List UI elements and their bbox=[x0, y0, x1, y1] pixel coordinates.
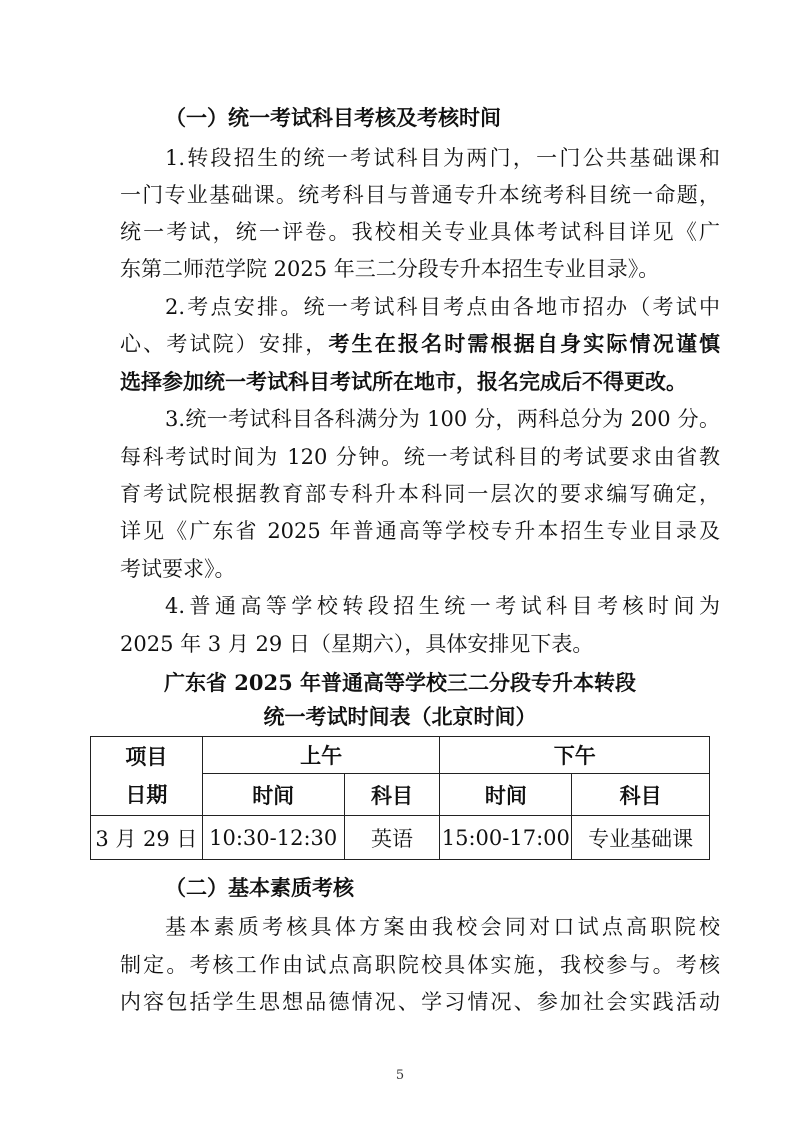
normal-text: 心、考试院）安排， bbox=[120, 332, 329, 356]
item-header: 项目 bbox=[125, 744, 168, 769]
section2-heading: （二）基本素质考核 bbox=[165, 875, 354, 900]
morning-header: 上午 bbox=[202, 737, 440, 774]
paragraph-line: 东第二师范学院 2025 年三二分段专升本招生专业目录》。 bbox=[120, 257, 660, 281]
paragraph-line: 考试要求》。 bbox=[120, 557, 236, 581]
paragraph-line: 基本素质考核具体方案由我校会同对口试点高职院校 bbox=[165, 915, 720, 939]
table-header-row bbox=[91, 737, 710, 774]
page-number: 5 bbox=[395, 1068, 405, 1083]
pm-time-cell: 15:00-17:00 bbox=[440, 816, 572, 860]
table-title-line1: 广东省 2025 年普通高等学校三二分段专升本转段 bbox=[163, 670, 637, 695]
paragraph-line: 3.统一考试科目各科满分为 100 分，两科总分为 200 分。 bbox=[165, 407, 720, 431]
paragraph-line: 育考试院根据教育部专科升本科同一层次的要求编写确定， bbox=[120, 482, 720, 506]
emphasis-text: 考生在报名时需根据自身实际情况谨慎 bbox=[328, 331, 721, 356]
item-date-header-cell bbox=[91, 737, 203, 816]
am-time-header: 时间 bbox=[202, 774, 344, 816]
paragraph-line: 统一考试，统一评卷。我校相关专业具体考试科目详见《广 bbox=[120, 220, 720, 244]
emphasis-line: 选择参加统一考试科目考试所在地市，报名完成后不得更改。 bbox=[120, 369, 687, 394]
paragraph-line: 一门专业基础课。统考科目与普通专升本统考科目统一命题， bbox=[120, 183, 720, 207]
am-subject-header: 科目 bbox=[344, 774, 440, 816]
paragraph-line: 2.考点安排。统一考试科目考点由各地市招办（考试中 bbox=[165, 295, 720, 319]
exam-schedule-table bbox=[90, 736, 710, 860]
section1-heading: （一）统一考试科目考核及考核时间 bbox=[165, 105, 501, 130]
paragraph-line-mixed bbox=[120, 328, 720, 360]
paragraph-line: 2025 年 3 月 29 日（星期六），具体安排见下表。 bbox=[120, 632, 594, 656]
pm-time-header: 时间 bbox=[440, 774, 572, 816]
table-title-line2: 统一考试时间表（北京时间） bbox=[263, 704, 537, 729]
paragraph-line: 内容包括学生思想品德情况、学习情况、参加社会实践活动 bbox=[120, 990, 720, 1014]
am-time-cell: 10:30-12:30 bbox=[202, 816, 344, 860]
paragraph-line: 制定。考核工作由试点高职院校具体实施，我校参与。考核 bbox=[120, 953, 720, 977]
afternoon-header: 下午 bbox=[440, 737, 710, 774]
date-header: 日期 bbox=[125, 782, 168, 807]
paragraph-line: 详见《广东省 2025 年普通高等学校专升本招生专业目录及 bbox=[120, 519, 720, 543]
date-cell: 3 月 29 日 bbox=[91, 816, 203, 860]
table-row bbox=[91, 816, 710, 860]
paragraph-line: 4.普通高等学校转段招生统一考试科目考核时间为 bbox=[165, 594, 720, 618]
pm-subject-header: 科目 bbox=[572, 774, 710, 816]
pm-subject-cell: 专业基础课 bbox=[572, 816, 710, 860]
am-subject-cell: 英语 bbox=[344, 816, 440, 860]
paragraph-line: 每科考试时间为 120 分钟。统一考试科目的考试要求由省教 bbox=[120, 445, 720, 469]
paragraph-line: 1.转段招生的统一考试科目为两门，一门公共基础课和 bbox=[165, 146, 720, 170]
